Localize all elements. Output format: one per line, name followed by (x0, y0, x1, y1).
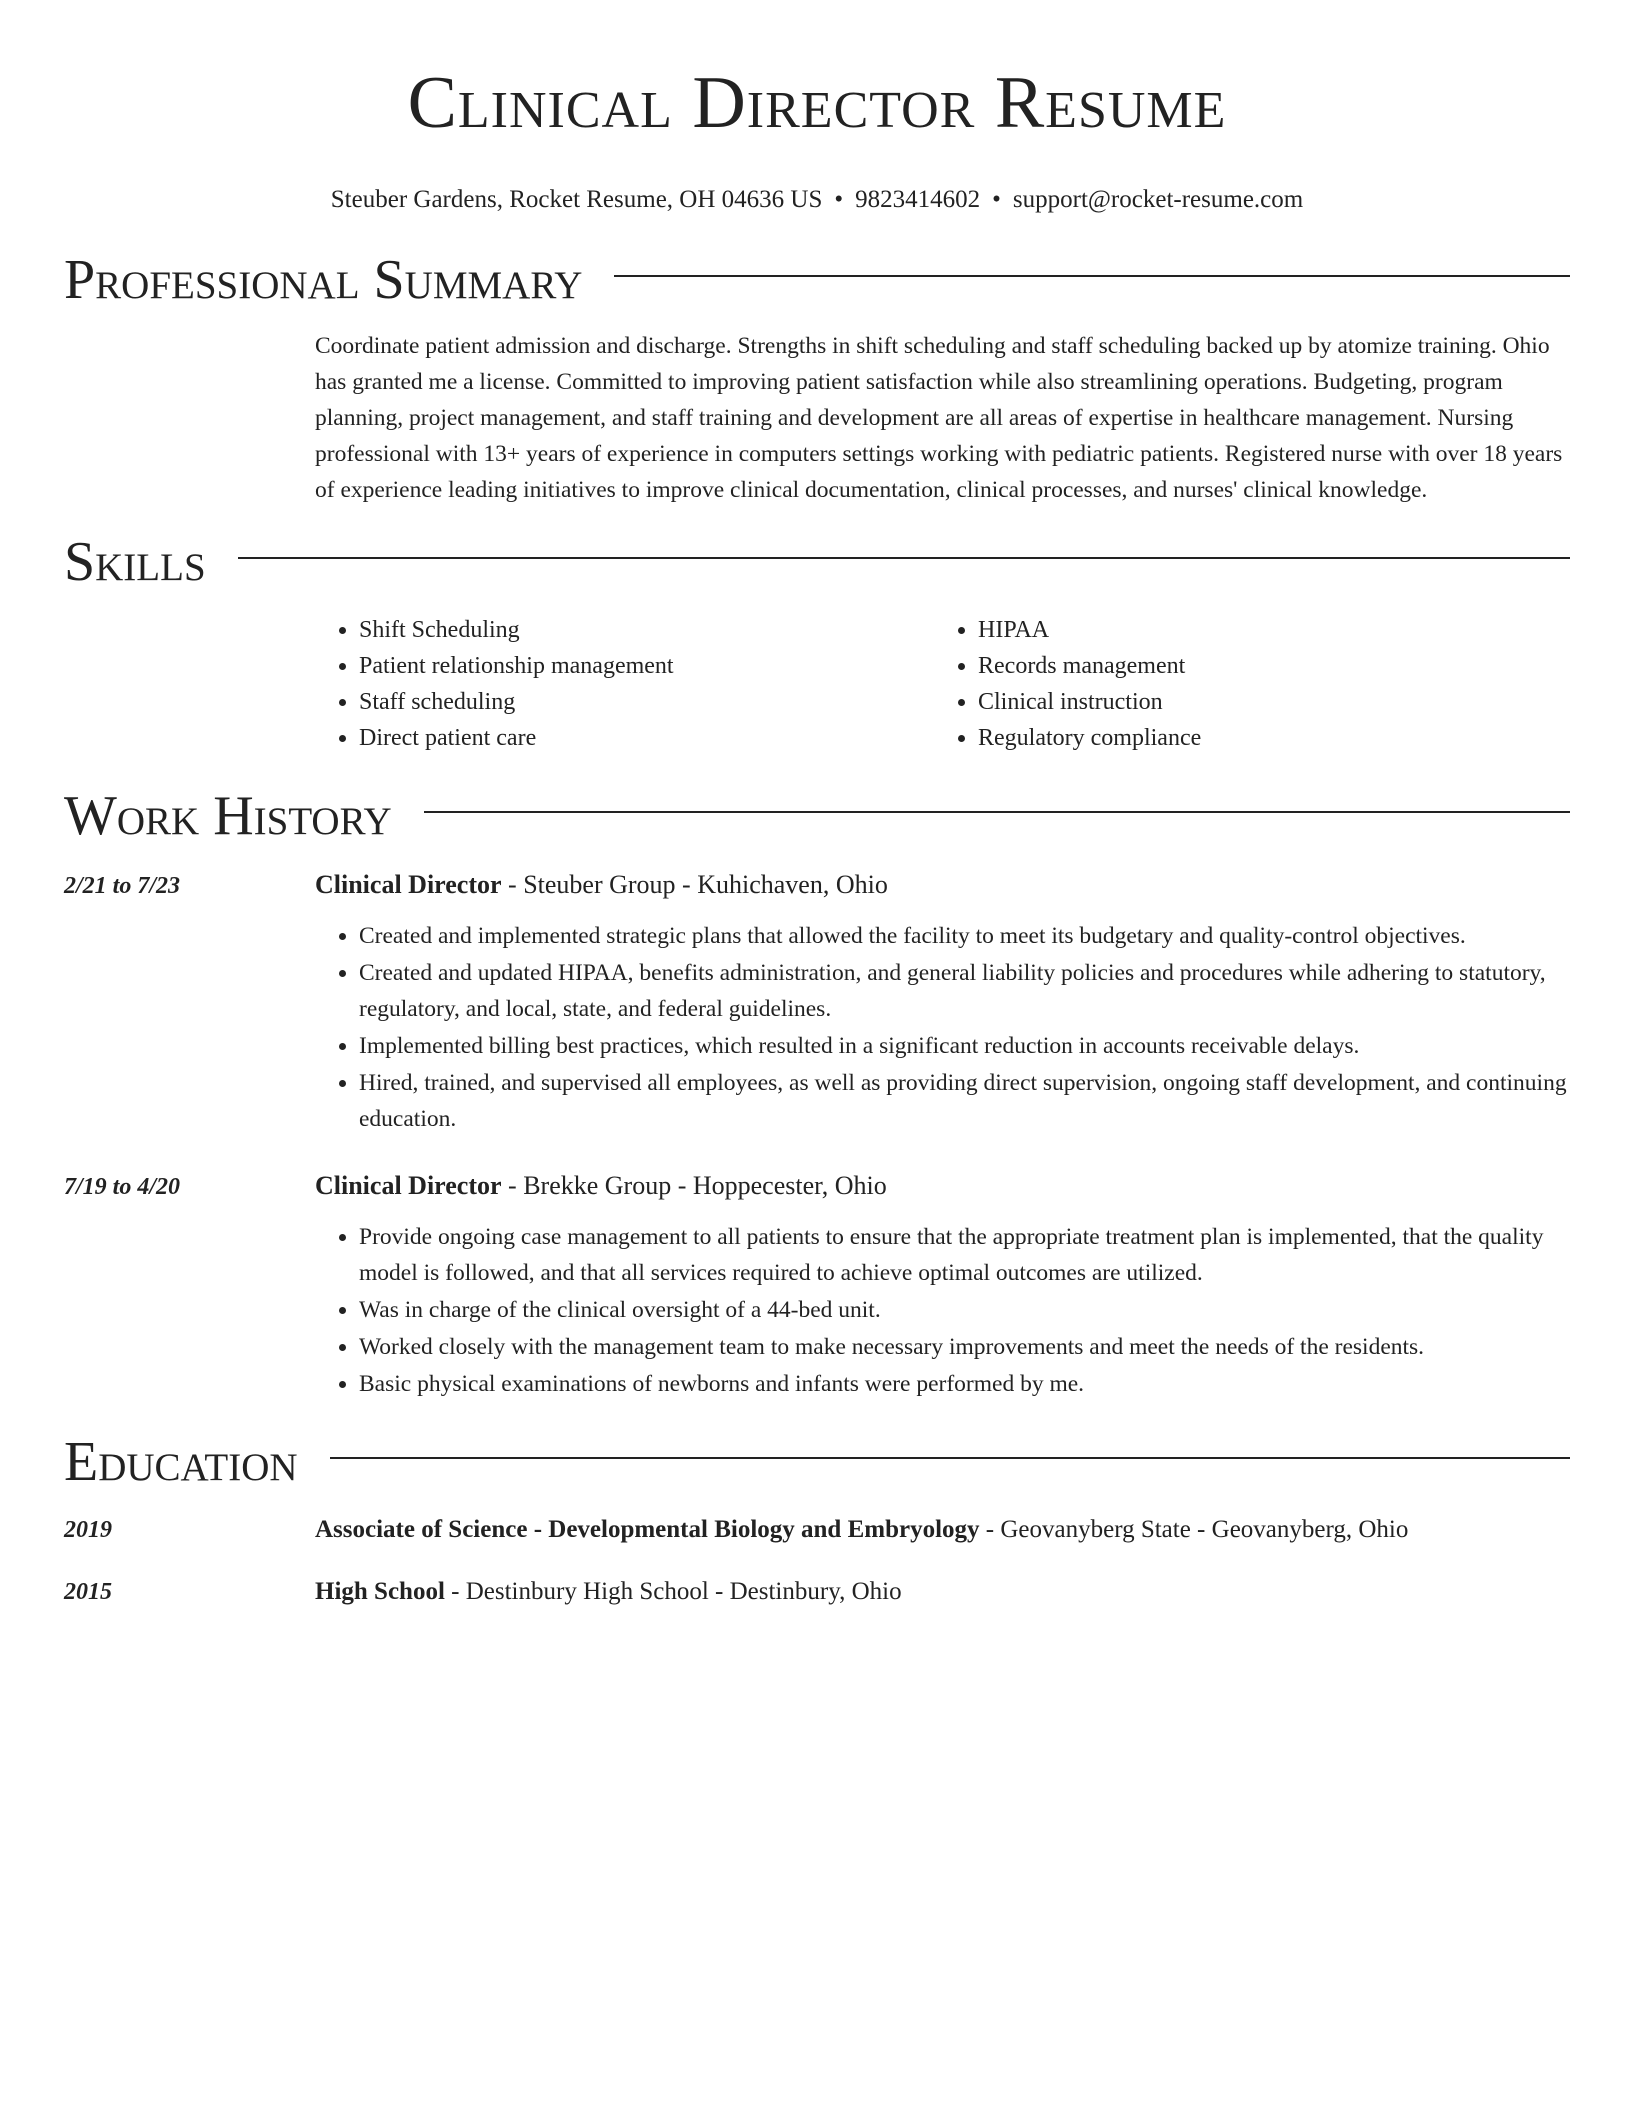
summary-text: Coordinate patient admission and discharge. Strengths in shift scheduling and staff scheduling backed up by atomize training. Ohio has granted me a license. Committed to improving patient satisfaction while also streamlining operations. Budgeting, program planning, project management, and staff training and development are all areas of expertise in healthcare management. Nursing professional with 13+ years of experience in computers settings working with pediatric patients. Registered nurse with over 18 years of experience leading initiatives to improve clinical documentation, clinical processes, and nurses' clinical knowledge. (315, 333, 1563, 503)
job-title: Clinical Director (315, 1171, 502, 1200)
contact-separator: • (992, 186, 1001, 213)
contact-email: support@rocket-resume.com (1012, 186, 1304, 213)
contact-phone: 9823414602 (855, 186, 981, 213)
job-entry (64, 1171, 1570, 1201)
work-section-header (64, 784, 1570, 848)
job-dates: 7/19 to 4/20 (64, 1174, 181, 1200)
summary-heading: Professional Summary (64, 249, 583, 311)
education-degree: High School (315, 1578, 445, 1605)
job-details: - Steuber Group - Kuhichaven, Ohio (501, 870, 888, 899)
contact-separator: • (834, 186, 844, 213)
education-details: - Destinbury High School - Destinbury, Ohio (444, 1578, 902, 1605)
skill-item: • Records management (978, 648, 1553, 684)
skill-item: • Clinical instruction (978, 684, 1553, 720)
summary-body (315, 328, 1570, 508)
job-bullets (315, 1219, 1570, 1402)
education-year: 2019 (64, 1517, 112, 1543)
skill-item: • Regulatory compliance (978, 720, 1553, 756)
job-bullet: • Was in charge of the clinical oversight of a 44-bed unit. (359, 1292, 1570, 1328)
education-year: 2015 (64, 1579, 112, 1605)
job-details: - Brekke Group - Hoppecester, Ohio (501, 1171, 887, 1200)
job-heading (315, 870, 888, 900)
job-bullet: • Hired, trained, and supervised all employees, as well as providing direct supervision, ongoing staff development, and continuing education. (359, 1065, 1570, 1137)
job-bullets (315, 918, 1570, 1137)
job-heading (315, 1171, 887, 1201)
job-bullet: • Worked closely with the management team to make necessary improvements and meet the needs of the residents. (359, 1329, 1570, 1365)
job-entry (64, 870, 1570, 900)
education-details: - Geovanyberg State - Geovanyberg, Ohio (979, 1516, 1409, 1543)
education-entry (64, 1516, 1570, 1544)
skills-grid (315, 612, 1570, 756)
skill-item: • Staff scheduling (359, 684, 934, 720)
job-bullet: • Created and updated HIPAA, benefits administration, and general liability policies and procedures while adhering to statutory, regulatory, and local, state, and federal guidelines. (359, 955, 1570, 1027)
section-divider (238, 557, 1570, 559)
job-bullet: • Basic physical examinations of newborns and infants were performed by me. (359, 1366, 1570, 1402)
resume-title: Clinical Director Resume (407, 62, 1227, 144)
skill-item: • Shift Scheduling (359, 612, 934, 648)
skills-section-header (64, 530, 1570, 594)
skills-heading: Skills (64, 531, 206, 593)
section-divider (424, 811, 1570, 813)
skill-item: • Patient relationship management (359, 648, 934, 684)
resume-page (64, 0, 1570, 1606)
education-section-header (64, 1430, 1570, 1494)
skill-item: • Direct patient care (359, 720, 934, 756)
work-heading: Work History (64, 785, 392, 847)
summary-section-header (64, 248, 1570, 312)
education-entry (64, 1578, 1570, 1606)
job-title: Clinical Director (315, 870, 502, 899)
skill-item: • HIPAA (978, 612, 1553, 648)
education-heading: Education (64, 1431, 298, 1493)
education-degree: Associate of Science - Developmental Biology and Embryology (315, 1516, 980, 1543)
education-heading-line (315, 1578, 902, 1606)
contact-address: Steuber Gardens, Rocket Resume, OH 04636 US (330, 186, 823, 213)
section-divider (614, 275, 1570, 277)
job-bullet: • Created and implemented strategic plans that allowed the facility to meet its budgetary and quality-control objectives. (359, 918, 1570, 954)
skills-list-right (934, 612, 1553, 756)
education-heading-line (315, 1516, 1408, 1544)
job-bullet: • Implemented billing best practices, which resulted in a significant reduction in accounts receivable delays. (359, 1028, 1570, 1064)
contact-line (64, 184, 1570, 216)
job-bullet: • Provide ongoing case management to all patients to ensure that the appropriate treatment plan is implemented, that the quality model is followed, and that all services required to achieve optimal outcomes are utilized. (359, 1219, 1570, 1291)
skills-list-left (315, 612, 934, 756)
section-divider (330, 1457, 1570, 1459)
job-dates: 2/21 to 7/23 (64, 873, 181, 899)
